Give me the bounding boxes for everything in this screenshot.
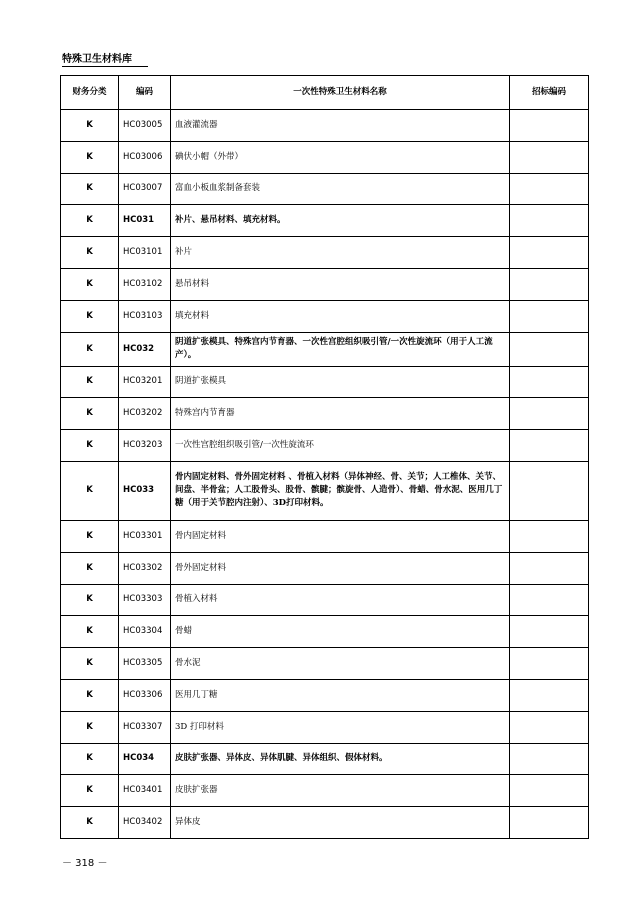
table-row [61,430,589,462]
material-name-cell: 骨内固定材料、骨外固定材料 、骨植入材料（异体神经、骨、关节；人工椎体、关节、间盘、半骨盆；人工股骨头、股骨、髌腱；髌旋骨、人造骨）、骨蜡、骨水泥、医用几丁糖（用于关节腔内注射）、3D打印材料。 [171,461,510,520]
finance-category-cell: K [61,743,119,775]
bid-code-cell [510,807,589,839]
table-row [61,648,589,680]
material-name-cell: 皮肤扩张器、异体皮、异体肌腱、异体组织、假体材料。 [171,743,510,775]
table-row [61,679,589,711]
bid-code-cell [510,430,589,462]
code-cell: HC03006 [119,141,171,173]
table-row [61,520,589,552]
col-header-bid-code: 招标编码 [510,76,589,110]
table-row [61,775,589,807]
table-row [61,268,589,300]
code-cell: HC03101 [119,237,171,269]
bid-code-cell [510,552,589,584]
code-cell: HC031 [119,205,171,237]
material-name-cell: 特殊宫内节育器 [171,398,510,430]
finance-category-cell: K [61,552,119,584]
col-header-name: 一次性特殊卫生材料名称 [171,76,510,110]
bid-code-cell [510,743,589,775]
bid-code-cell [510,584,589,616]
finance-category-cell: K [61,461,119,520]
code-cell: HC03102 [119,268,171,300]
code-cell: HC03402 [119,807,171,839]
bid-code-cell [510,173,589,205]
material-name-cell: 补片、悬吊材料、填充材料。 [171,205,510,237]
bid-code-cell [510,461,589,520]
table-row [61,552,589,584]
table-row [61,398,589,430]
code-cell: HC03401 [119,775,171,807]
bid-code-cell [510,237,589,269]
finance-category-cell: K [61,268,119,300]
code-cell: HC03306 [119,679,171,711]
col-header-finance: 财务分类 [61,76,119,110]
table-row [61,300,589,332]
table-header-row [61,76,589,110]
bid-code-cell [510,332,589,366]
table-row [61,237,589,269]
material-name-cell: 阴道扩张模具、特殊宫内节育器、一次性宫腔组织吸引管/一次性旋流环（用于人工流产）。 [171,332,510,366]
table-row [61,332,589,366]
table-row [61,584,589,616]
bid-code-cell [510,648,589,680]
finance-category-cell: K [61,110,119,142]
bid-code-cell [510,520,589,552]
material-name-cell: 一次性宫腔组织吸引管/一次性旋流环 [171,430,510,462]
material-name-cell: 骨内固定材料 [171,520,510,552]
material-name-cell: 阴道扩张模具 [171,366,510,398]
material-name-cell: 血液灌流器 [171,110,510,142]
table-row [61,205,589,237]
code-cell: HC034 [119,743,171,775]
material-name-cell: 异体皮 [171,807,510,839]
material-name-cell: 骨植入材料 [171,584,510,616]
material-name-cell: 骨蜡 [171,616,510,648]
code-cell: HC03304 [119,616,171,648]
table-body [61,110,589,839]
page-number: － 318 － [62,858,108,869]
table-row [61,711,589,743]
finance-category-cell: K [61,616,119,648]
table-row [61,807,589,839]
code-cell: HC03202 [119,398,171,430]
col-header-code: 编码 [119,76,171,110]
finance-category-cell: K [61,205,119,237]
table-row [61,110,589,142]
bid-code-cell [510,679,589,711]
bid-code-cell [510,268,589,300]
code-cell: HC03005 [119,110,171,142]
table-row [61,616,589,648]
finance-category-cell: K [61,775,119,807]
code-cell: HC033 [119,461,171,520]
code-cell: HC03201 [119,366,171,398]
finance-category-cell: K [61,807,119,839]
bid-code-cell [510,616,589,648]
finance-category-cell: K [61,366,119,398]
finance-category-cell: K [61,679,119,711]
table-row [61,461,589,520]
material-name-cell: 填充材料 [171,300,510,332]
material-name-cell: 富血小板血浆制备套装 [171,173,510,205]
material-name-cell: 骨外固定材料 [171,552,510,584]
table-row [61,366,589,398]
code-cell: HC03203 [119,430,171,462]
code-cell: HC03007 [119,173,171,205]
finance-category-cell: K [61,332,119,366]
code-cell: HC03307 [119,711,171,743]
code-cell: HC03305 [119,648,171,680]
material-name-cell: 碘伏小帽（外带） [171,141,510,173]
finance-category-cell: K [61,173,119,205]
bid-code-cell [510,110,589,142]
bid-code-cell [510,205,589,237]
table-row [61,141,589,173]
material-name-cell: 补片 [171,237,510,269]
finance-category-cell: K [61,300,119,332]
code-cell: HC03301 [119,520,171,552]
material-name-cell: 皮肤扩张器 [171,775,510,807]
running-title: 特殊卫生材料库 [62,50,148,67]
table-row [61,743,589,775]
finance-category-cell: K [61,648,119,680]
bid-code-cell [510,775,589,807]
finance-category-cell: K [61,711,119,743]
material-name-cell: 骨水泥 [171,648,510,680]
materials-table [60,75,589,839]
bid-code-cell [510,711,589,743]
bid-code-cell [510,141,589,173]
finance-category-cell: K [61,520,119,552]
code-cell: HC032 [119,332,171,366]
code-cell: HC03302 [119,552,171,584]
table-row [61,173,589,205]
code-cell: HC03303 [119,584,171,616]
finance-category-cell: K [61,430,119,462]
bid-code-cell [510,398,589,430]
material-name-cell: 悬吊材料 [171,268,510,300]
material-name-cell: 3D 打印材料 [171,711,510,743]
finance-category-cell: K [61,398,119,430]
bid-code-cell [510,366,589,398]
bid-code-cell [510,300,589,332]
finance-category-cell: K [61,237,119,269]
material-name-cell: 医用几丁糖 [171,679,510,711]
finance-category-cell: K [61,141,119,173]
finance-category-cell: K [61,584,119,616]
code-cell: HC03103 [119,300,171,332]
